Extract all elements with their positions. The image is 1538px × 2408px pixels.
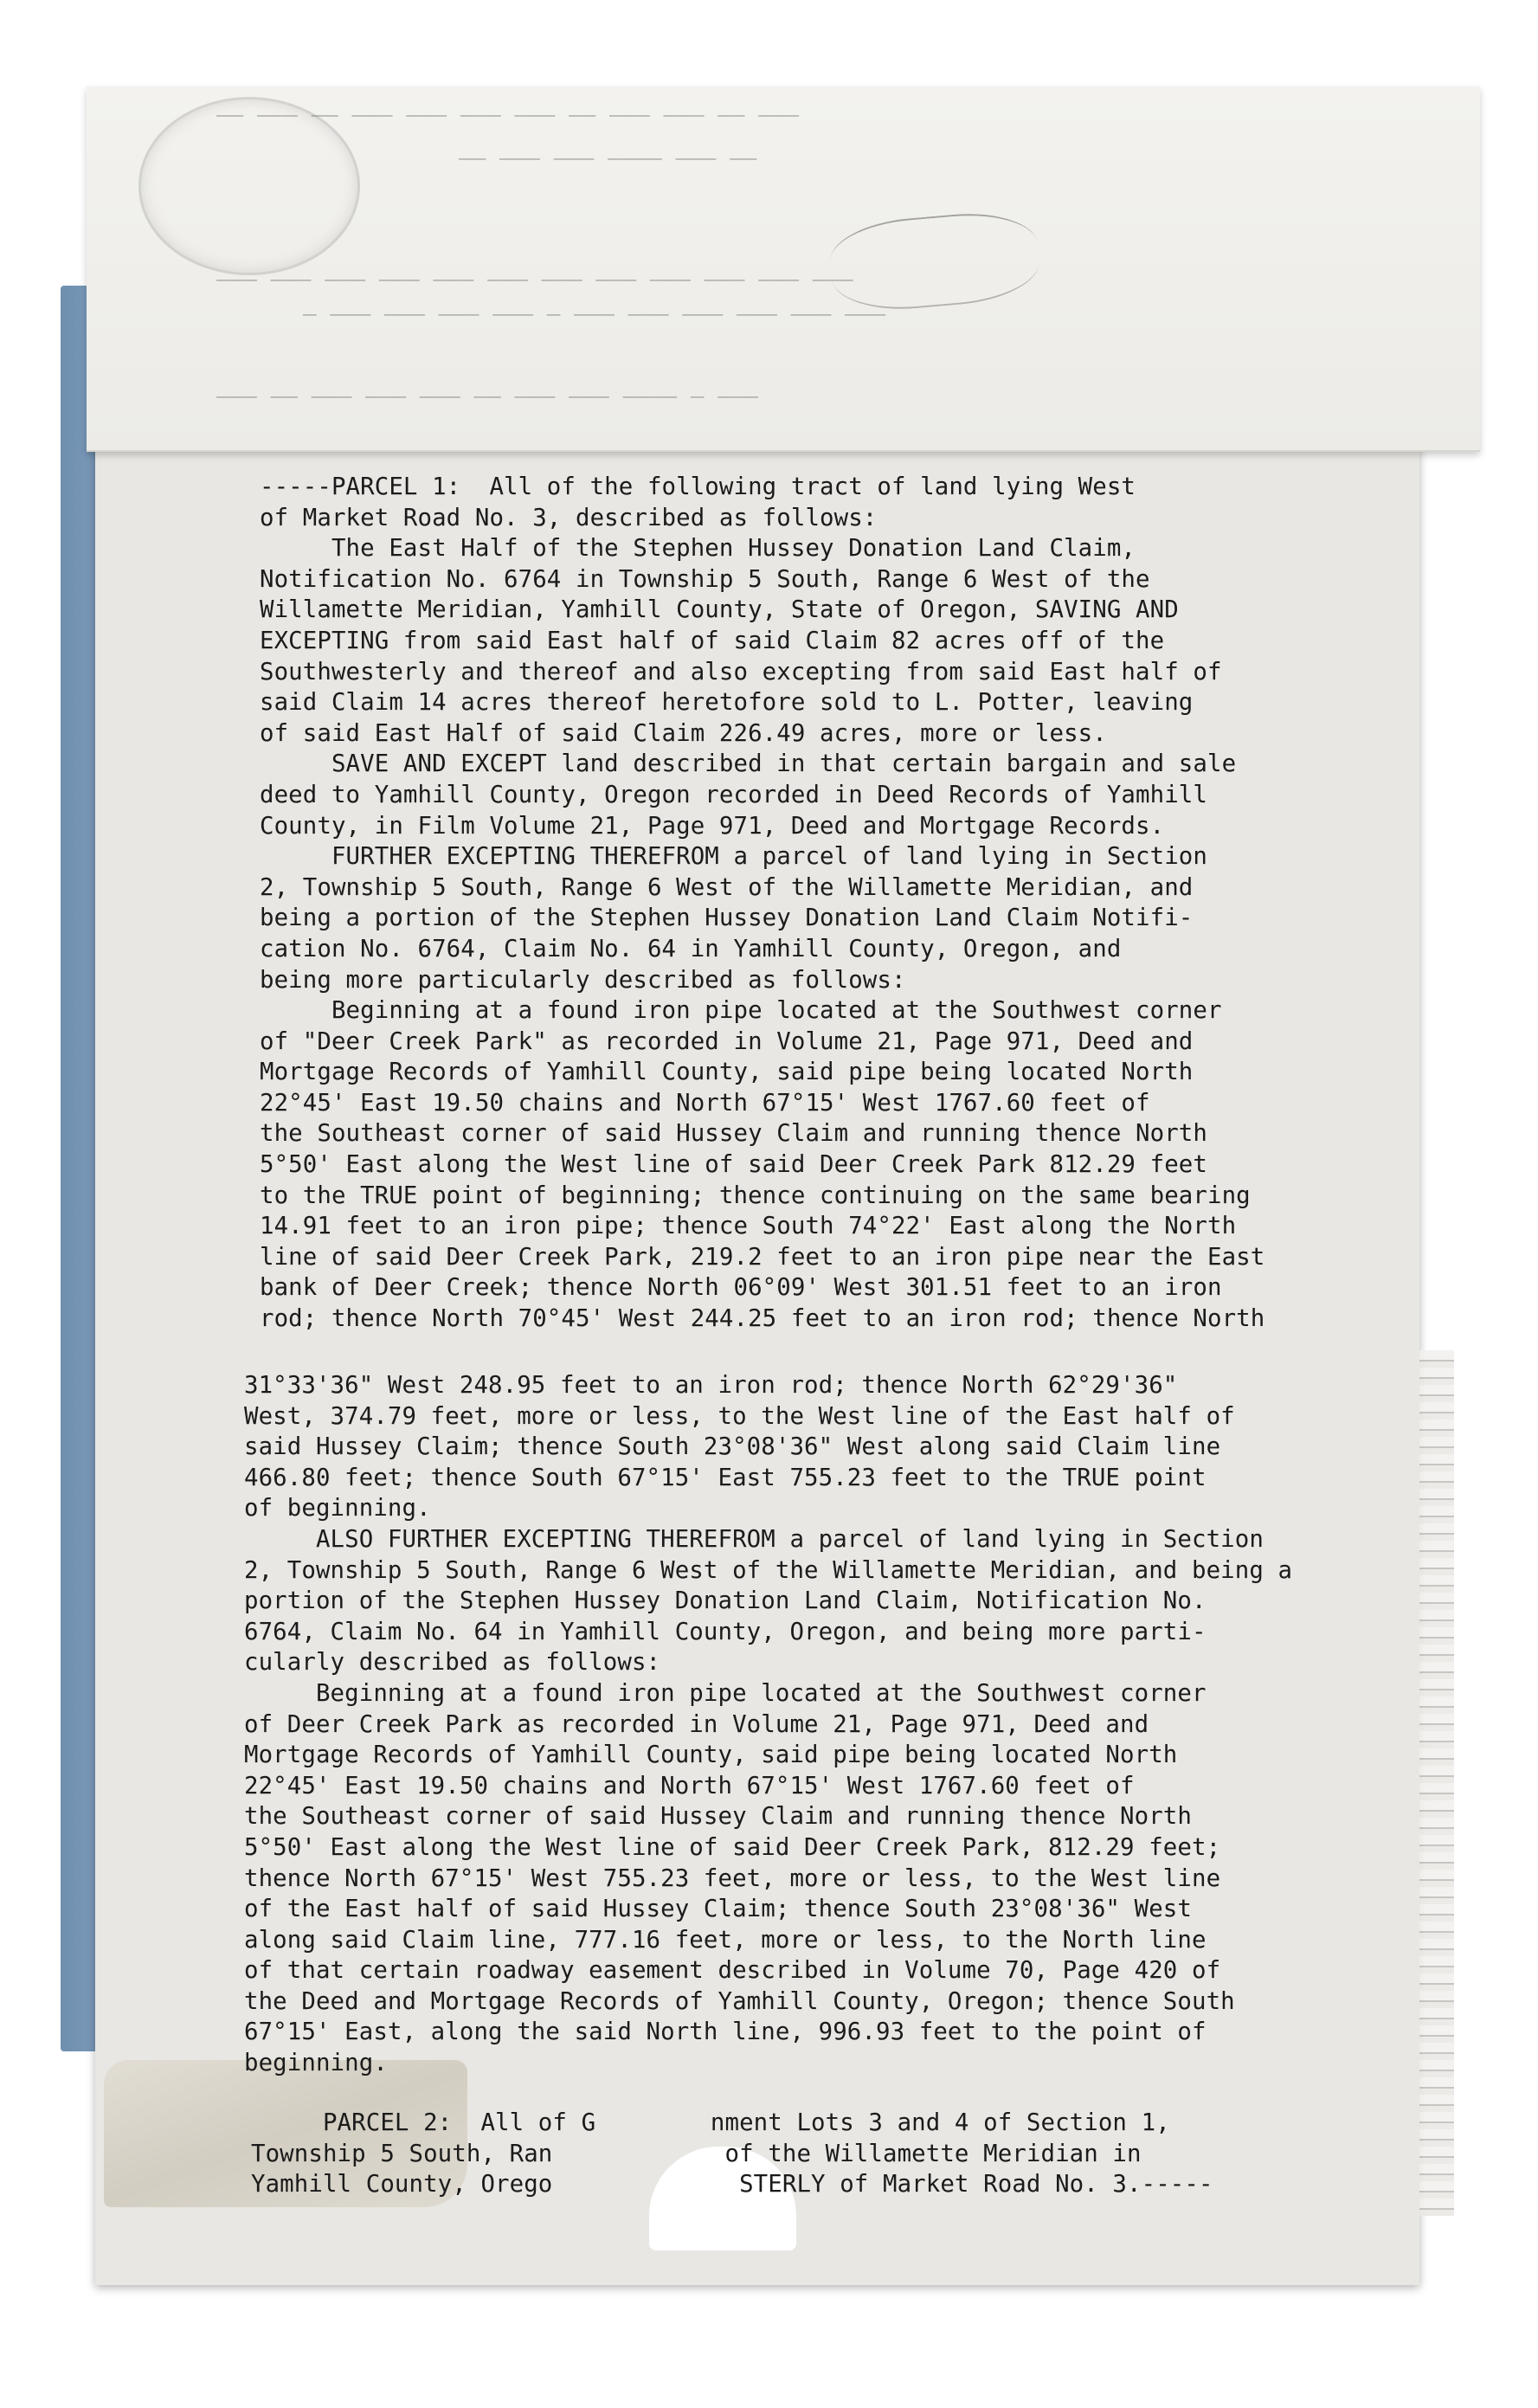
text-line: the Deed and Mortgage Records of Yamhill County, Oregon; thence South — [244, 1987, 1235, 2015]
text-line: ALSO FURTHER EXCEPTING THEREFROM a parcel of land lying in Section — [244, 1525, 1264, 1553]
text-line: to the TRUE point of beginning; thence continuing on the same bearing — [260, 1181, 1251, 1209]
text-line: Mortgage Records of Yamhill County, said pipe being located North — [260, 1059, 1194, 1086]
text-line: -----PARCEL 1: All of the following tract of land lying West — [260, 473, 1136, 500]
text-line: EXCEPTING from said East half of said Claim 82 acres off of the — [260, 627, 1165, 654]
text-line: 14.91 feet to an iron pipe; thence South 74°22' East along the North — [260, 1213, 1237, 1240]
text-line: deed to Yamhill County, Oregon recorded in Deed Records of Yamhill — [260, 781, 1207, 808]
text-line: 5°50' East along the West line of said Deer Creek Park 812.29 feet — [260, 1151, 1207, 1179]
text-line: Yamhill County, Orego STERLY of Market Road No. 3.----- — [251, 2171, 1213, 2199]
text-line: beginning. — [244, 2050, 388, 2077]
text-line: 5°50' East along the West line of said Deer Creek Park, 812.29 feet; — [244, 1833, 1221, 1861]
text-line: 2, Township 5 South, Range 6 West of the Willamette Meridian, and being a — [244, 1556, 1293, 1584]
ghost-text-line: —— ——— ——— ———— ——— —— — [459, 147, 757, 173]
ghost-text-line: ——— —— ——— ——— ——— —— ——— ——— ———— — ——— — [216, 385, 759, 411]
text-line: Notification No. 6764 in Township 5 South, Range 6 West of the — [260, 565, 1150, 593]
text-line: cation No. 6764, Claim No. 64 in Yamhill County, Oregon, and — [260, 935, 1122, 963]
text-line: said Claim 14 acres thereof heretofore sold to L. Potter, leaving — [260, 689, 1194, 717]
text-line: bank of Deer Creek; thence North 06°09' West 301.51 feet to an iron — [260, 1274, 1222, 1302]
text-line: SAVE AND EXCEPT land described in that certain bargain and sale — [260, 750, 1237, 778]
text-line: the Southeast corner of said Hussey Claim and running thence North — [260, 1120, 1207, 1148]
text-line: 22°45' East 19.50 chains and North 67°15' West 1767.60 feet of — [244, 1772, 1135, 1800]
perforated-edge — [1419, 1350, 1454, 2216]
text-line: 2, Township 5 South, Range 6 West of the Willamette Meridian, and — [260, 873, 1194, 901]
text-line: rod; thence North 70°45' West 244.25 feet to an iron rod; thence North — [260, 1305, 1265, 1333]
parcel-one-description — [260, 472, 1411, 1335]
text-line: PARCEL 2: All of G nment Lots 3 and 4 of Section 1, — [251, 2109, 1170, 2136]
text-line: FURTHER EXCEPTING THEREFROM a parcel of land lying in Section — [260, 843, 1207, 871]
text-line: of Market Road No. 3, described as follows: — [260, 504, 878, 531]
text-line: County, in Film Volume 21, Page 971, Deed and Mortgage Records. — [260, 812, 1165, 840]
text-line: said Hussey Claim; thence South 23°08'36" West along said Claim line — [244, 1433, 1221, 1461]
text-line: the Southeast corner of said Hussey Claim and running thence North — [244, 1803, 1192, 1831]
text-line: Mortgage Records of Yamhill County, said pipe being located North — [244, 1742, 1178, 1769]
text-line: 6764, Claim No. 64 in Yamhill County, Oregon, and being more parti- — [244, 1618, 1207, 1645]
ghost-text-line: — ——— ——— ——— ——— — ——— ——— ——— ——— ——— ——— — [303, 303, 886, 329]
ghost-text-line: ——— ——— ——— ——— ——— ——— ——— ——— ——— ——— ——— ——— — [216, 268, 853, 294]
text-line: Southwesterly and thereof and also excepting from said East half of — [260, 658, 1222, 686]
text-line: 31°33'36" West 248.95 feet to an iron rod; thence North 62°29'36" — [244, 1372, 1178, 1399]
text-line: 22°45' East 19.50 chains and North 67°15' West 1767.60 feet of — [260, 1089, 1150, 1117]
text-line: of said East Half of said Claim 226.49 acres, more or less. — [260, 719, 1107, 747]
text-line: portion of the Stephen Hussey Donation Land Claim, Notification No. — [244, 1587, 1207, 1615]
text-line: cularly described as follows: — [244, 1649, 661, 1677]
text-line: 67°15' East, along the said North line, 996.93 feet to the point of — [244, 2018, 1207, 2046]
signature-scribble — [827, 208, 1042, 316]
text-line: The East Half of the Stephen Hussey Donation Land Claim, — [260, 535, 1136, 563]
text-line: of that certain roadway easement described in Volume 70, Page 420 of — [244, 1957, 1221, 1985]
text-line: of "Deer Creek Park" as recorded in Volume 21, Page 971, Deed and — [260, 1027, 1194, 1055]
text-line: Beginning at a found iron pipe located at the Southwest corner — [244, 1679, 1207, 1707]
text-line: of Deer Creek Park as recorded in Volume 21, Page 971, Deed and — [244, 1710, 1149, 1738]
text-line: of the East half of said Hussey Claim; thence South 23°08'36" West — [244, 1896, 1192, 1923]
ghost-text-line: —— ——— —— ——— ——— ——— ——— —— ——— ——— —— ——— — [216, 104, 800, 130]
text-line: of beginning. — [244, 1495, 431, 1523]
text-line: being a portion of the Stephen Hussey Donation Land Claim Notifi- — [260, 905, 1194, 932]
parcel-two-description — [251, 2108, 1402, 2200]
text-line: line of said Deer Creek Park, 219.2 feet to an iron pipe near the East — [260, 1243, 1265, 1271]
text-line: being more particularly described as follows: — [260, 966, 906, 994]
text-line: West, 374.79 feet, more or less, to the West line of the East half of — [244, 1402, 1235, 1430]
text-line: along said Claim line, 777.16 feet, more or less, to the North line — [244, 1926, 1207, 1954]
folded-over-sheet — [87, 87, 1480, 452]
text-line: Beginning at a found iron pipe located at the Southwest corner — [260, 997, 1222, 1025]
text-line: thence North 67°15' West 755.23 feet, more or less, to the West line — [244, 1864, 1221, 1892]
text-line: Willamette Meridian, Yamhill County, State of Oregon, SAVING AND — [260, 596, 1179, 624]
text-line: 466.80 feet; thence South 67°15' East 755.23 feet to the TRUE point — [244, 1464, 1207, 1491]
text-line: Township 5 South, Ran of the Willamette Meridian in — [251, 2140, 1142, 2167]
parcel-one-continued — [244, 1370, 1395, 2079]
